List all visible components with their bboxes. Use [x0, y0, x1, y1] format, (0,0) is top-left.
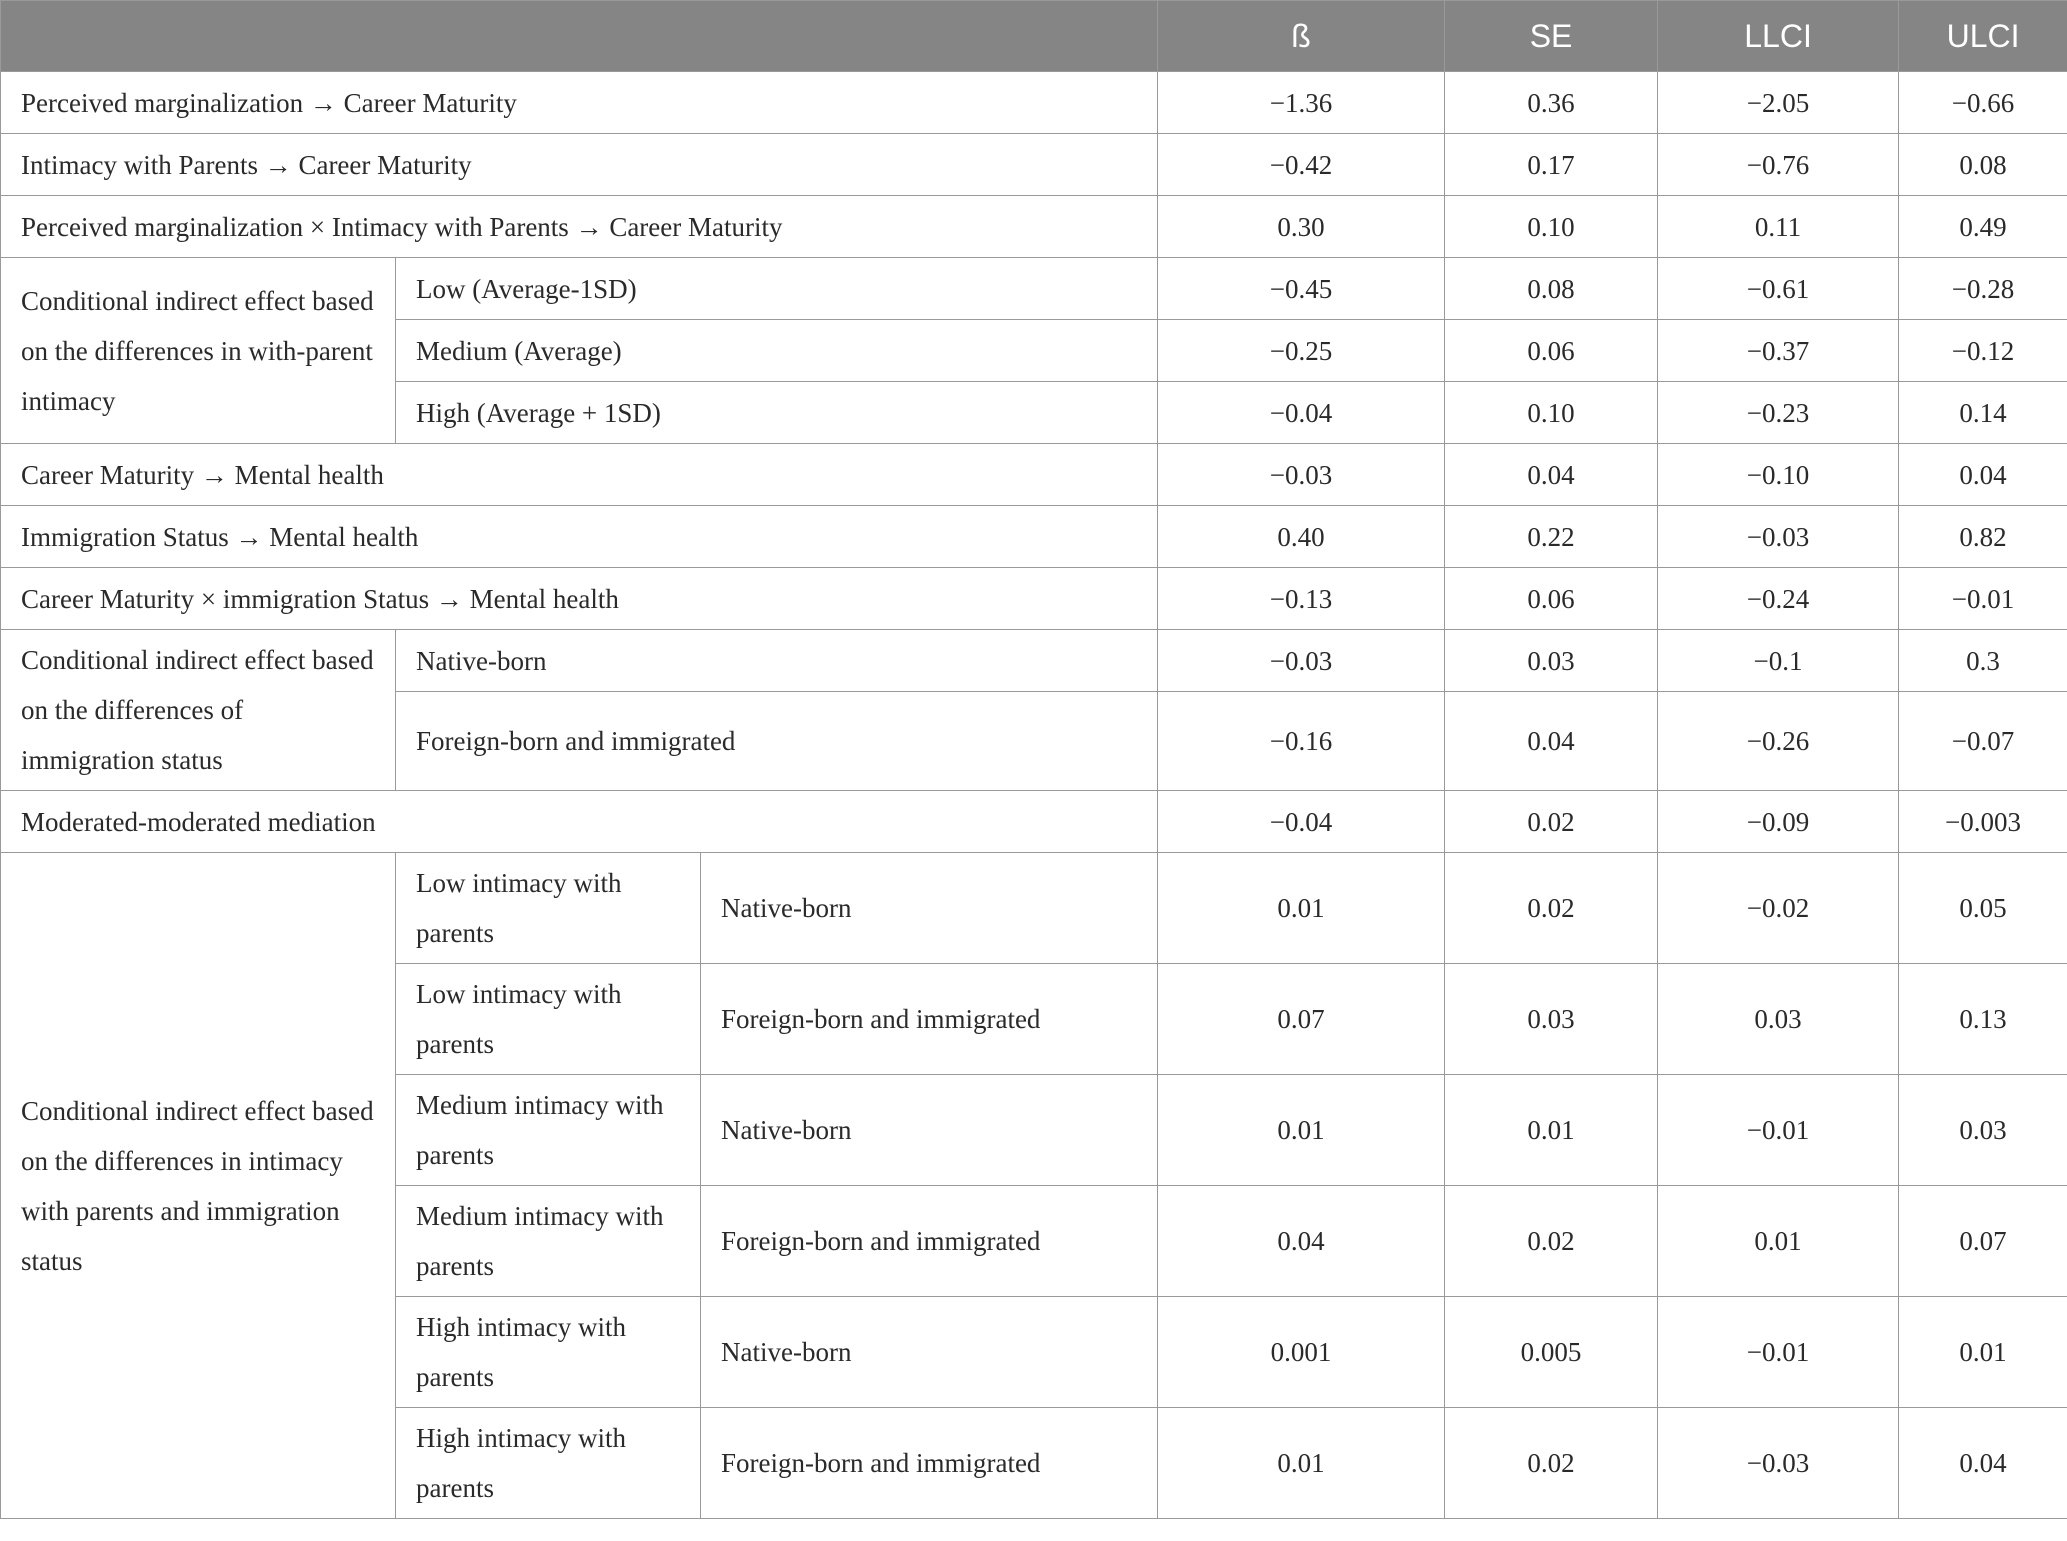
se-cell: 0.03	[1445, 964, 1658, 1075]
row-label: Perceived marginalization × Intimacy with Parents → Career Maturity	[1, 196, 1158, 258]
llci-cell: −0.02	[1658, 853, 1899, 964]
llci-cell: 0.11	[1658, 196, 1899, 258]
status-label: Foreign-born and immigrated	[701, 1186, 1158, 1297]
llci-cell: 0.03	[1658, 964, 1899, 1075]
ulci-cell: −0.12	[1899, 320, 2067, 382]
status-label: Native-born	[701, 1297, 1158, 1408]
group-label: Conditional indirect effect based on the differences of immigration status	[1, 630, 396, 791]
ulci-cell: 0.04	[1899, 1408, 2067, 1519]
beta-cell: 0.01	[1158, 1075, 1445, 1186]
ulci-cell: 0.07	[1899, 1186, 2067, 1297]
ulci-cell: 0.01	[1899, 1297, 2067, 1408]
header-beta: ß	[1158, 1, 1445, 72]
ulci-cell: −0.28	[1899, 258, 2067, 320]
status-label: Foreign-born and immigrated	[701, 964, 1158, 1075]
beta-cell: −0.04	[1158, 382, 1445, 444]
header-llci: LLCI	[1658, 1, 1899, 72]
table-row	[1, 196, 2067, 258]
se-cell: 0.04	[1445, 692, 1658, 791]
llci-cell: −0.61	[1658, 258, 1899, 320]
beta-cell: 0.001	[1158, 1297, 1445, 1408]
table-row	[1, 72, 2067, 134]
se-cell: 0.10	[1445, 196, 1658, 258]
status-label: Foreign-born and immigrated	[701, 1408, 1158, 1519]
header-ulci: ULCI	[1899, 1, 2067, 72]
ulci-cell: 0.08	[1899, 134, 2067, 196]
llci-cell: −2.05	[1658, 72, 1899, 134]
beta-cell: −1.36	[1158, 72, 1445, 134]
beta-cell: −0.45	[1158, 258, 1445, 320]
table-row	[1, 568, 2067, 630]
beta-cell: 0.04	[1158, 1186, 1445, 1297]
llci-cell: −0.26	[1658, 692, 1899, 791]
row-label: Career Maturity × immigration Status → Mental health	[1, 568, 1158, 630]
beta-cell: 0.40	[1158, 506, 1445, 568]
ulci-cell: 0.13	[1899, 964, 2067, 1075]
beta-cell: −0.42	[1158, 134, 1445, 196]
intimacy-label: High intimacy with parents	[396, 1297, 701, 1408]
beta-cell: −0.25	[1158, 320, 1445, 382]
llci-cell: −0.1	[1658, 630, 1899, 692]
table-row	[1, 258, 2067, 320]
se-cell: 0.02	[1445, 791, 1658, 853]
se-cell: 0.03	[1445, 630, 1658, 692]
se-cell: 0.36	[1445, 72, 1658, 134]
beta-cell: −0.03	[1158, 444, 1445, 506]
table-row	[1, 506, 2067, 568]
se-cell: 0.22	[1445, 506, 1658, 568]
table-row	[1, 134, 2067, 196]
beta-cell: 0.01	[1158, 853, 1445, 964]
beta-cell: 0.01	[1158, 1408, 1445, 1519]
llci-cell: −0.03	[1658, 1408, 1899, 1519]
status-label: Native-born	[701, 1075, 1158, 1186]
se-cell: 0.17	[1445, 134, 1658, 196]
llci-cell: −0.10	[1658, 444, 1899, 506]
intimacy-label: Medium intimacy with parents	[396, 1186, 701, 1297]
llci-cell: −0.09	[1658, 791, 1899, 853]
se-cell: 0.02	[1445, 1186, 1658, 1297]
row-label: Immigration Status → Mental health	[1, 506, 1158, 568]
sub-label: Medium (Average)	[396, 320, 1158, 382]
beta-cell: −0.16	[1158, 692, 1445, 791]
ulci-cell: 0.03	[1899, 1075, 2067, 1186]
ulci-cell: −0.66	[1899, 72, 2067, 134]
sub-label: High (Average + 1SD)	[396, 382, 1158, 444]
ulci-cell: 0.04	[1899, 444, 2067, 506]
intimacy-label: Medium intimacy with parents	[396, 1075, 701, 1186]
se-cell: 0.08	[1445, 258, 1658, 320]
se-cell: 0.06	[1445, 568, 1658, 630]
ulci-cell: 0.3	[1899, 630, 2067, 692]
group-label: Conditional indirect effect based on the differences in intimacy with parents and immigration status	[1, 853, 396, 1519]
ulci-cell: 0.49	[1899, 196, 2067, 258]
intimacy-label: Low intimacy with parents	[396, 964, 701, 1075]
group-label: Conditional indirect effect based on the differences in with-parent intimacy	[1, 258, 396, 444]
se-cell: 0.01	[1445, 1075, 1658, 1186]
header-se: SE	[1445, 1, 1658, 72]
ulci-cell: −0.07	[1899, 692, 2067, 791]
beta-cell: 0.07	[1158, 964, 1445, 1075]
ulci-cell: 0.05	[1899, 853, 2067, 964]
se-cell: 0.02	[1445, 1408, 1658, 1519]
table-row	[1, 791, 2067, 853]
status-label: Native-born	[701, 853, 1158, 964]
ulci-cell: 0.14	[1899, 382, 2067, 444]
row-label: Perceived marginalization → Career Maturity	[1, 72, 1158, 134]
beta-cell: −0.03	[1158, 630, 1445, 692]
ulci-cell: −0.003	[1899, 791, 2067, 853]
llci-cell: −0.24	[1658, 568, 1899, 630]
se-cell: 0.005	[1445, 1297, 1658, 1408]
se-cell: 0.04	[1445, 444, 1658, 506]
table-row	[1, 444, 2067, 506]
llci-cell: −0.23	[1658, 382, 1899, 444]
header-blank	[1, 1, 1158, 72]
llci-cell: 0.01	[1658, 1186, 1899, 1297]
se-cell: 0.06	[1445, 320, 1658, 382]
sub-label: Low (Average-1SD)	[396, 258, 1158, 320]
ulci-cell: −0.01	[1899, 568, 2067, 630]
header-row	[1, 1, 2067, 72]
row-label: Moderated-moderated mediation	[1, 791, 1158, 853]
table-row	[1, 630, 2067, 692]
llci-cell: −0.76	[1658, 134, 1899, 196]
beta-cell: 0.30	[1158, 196, 1445, 258]
sub-label: Native-born	[396, 630, 1158, 692]
sub-label: Foreign-born and immigrated	[396, 692, 1158, 791]
beta-cell: −0.13	[1158, 568, 1445, 630]
table-row	[1, 853, 2067, 964]
intimacy-label: High intimacy with parents	[396, 1408, 701, 1519]
llci-cell: −0.37	[1658, 320, 1899, 382]
llci-cell: −0.03	[1658, 506, 1899, 568]
se-cell: 0.10	[1445, 382, 1658, 444]
llci-cell: −0.01	[1658, 1075, 1899, 1186]
intimacy-label: Low intimacy with parents	[396, 853, 701, 964]
row-label: Intimacy with Parents → Career Maturity	[1, 134, 1158, 196]
beta-cell: −0.04	[1158, 791, 1445, 853]
row-label: Career Maturity → Mental health	[1, 444, 1158, 506]
ulci-cell: 0.82	[1899, 506, 2067, 568]
se-cell: 0.02	[1445, 853, 1658, 964]
llci-cell: −0.01	[1658, 1297, 1899, 1408]
